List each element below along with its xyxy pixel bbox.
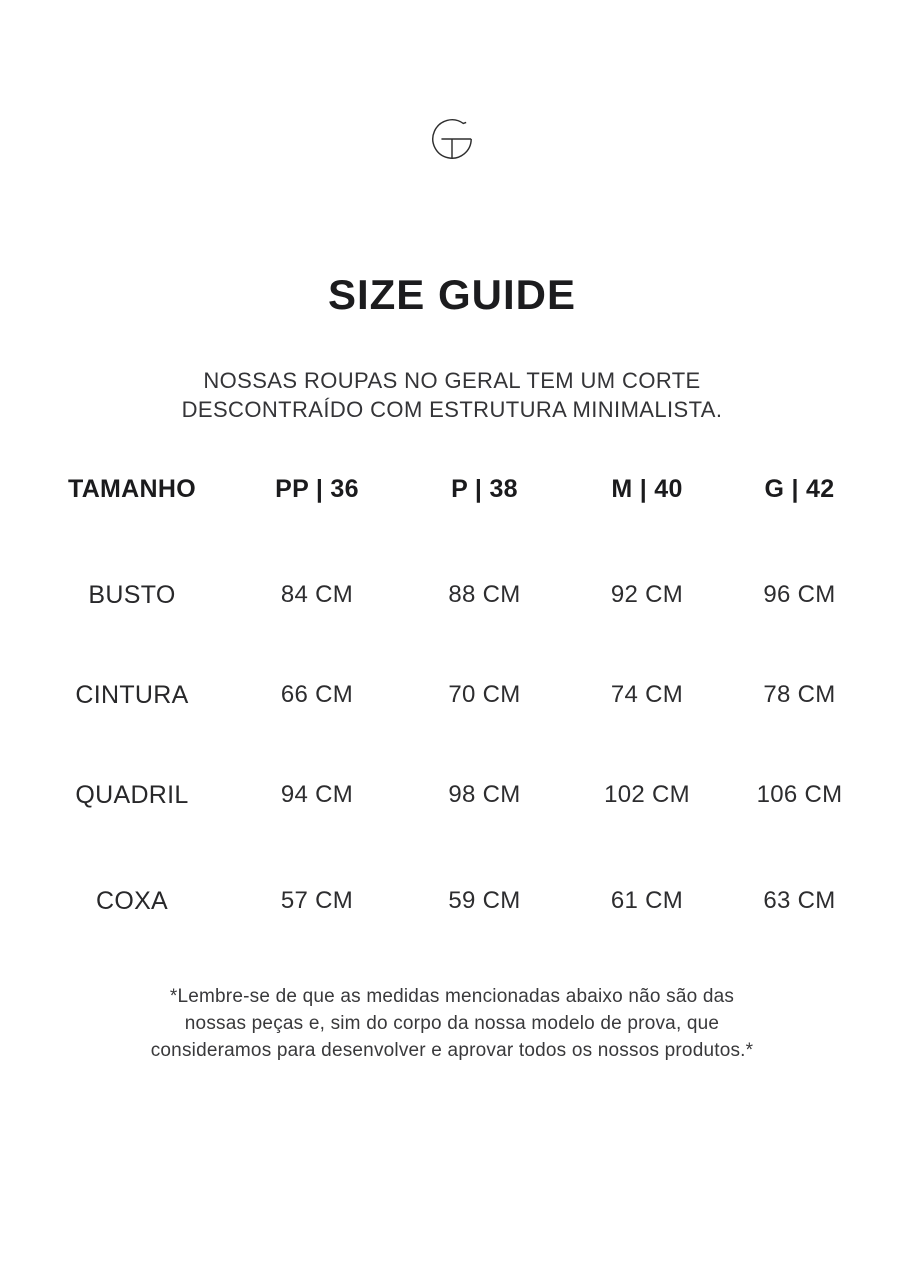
measure-value: 84 CM xyxy=(280,581,354,608)
row-label: CINTURA xyxy=(75,681,189,709)
column-header-tamanho: TAMANHO xyxy=(67,475,196,503)
disclaimer-line: *Lembre-se de que as medidas mencionadas abaixo não são das xyxy=(169,986,735,1007)
measure-value: 102 CM xyxy=(604,781,690,808)
measure-value: 74 CM xyxy=(610,681,684,708)
gt-monogram-icon xyxy=(428,115,476,163)
measure-value: 98 CM xyxy=(448,781,521,808)
measure-value: 88 CM xyxy=(448,581,521,608)
table-row-busto xyxy=(52,580,852,610)
column-header-p38: P | 38 xyxy=(451,475,518,503)
measure-value: 63 CM xyxy=(763,887,836,914)
size-table xyxy=(52,474,852,916)
row-label: QUADRIL xyxy=(75,781,189,809)
column-header-g42: G | 42 xyxy=(764,475,835,503)
brand-logo xyxy=(0,0,904,168)
row-label: COXA xyxy=(95,887,169,915)
table-row-cintura xyxy=(52,680,852,710)
measurement-disclaimer xyxy=(0,983,904,1064)
intro-line: DESCONTRAÍDO COM ESTRUTURA MINIMALISTA. xyxy=(181,397,723,422)
size-table-header-row xyxy=(52,474,852,504)
measure-value: 66 CM xyxy=(280,681,354,708)
disclaimer-line: nossas peças e, sim do corpo da nossa modelo de prova, que xyxy=(184,1013,720,1034)
measure-value: 94 CM xyxy=(280,781,354,808)
measure-value: 106 CM xyxy=(756,781,843,808)
disclaimer-line: consideramos para desenvolver e aprovar todos os nossos produtos.* xyxy=(150,1040,754,1061)
row-label: BUSTO xyxy=(88,581,176,609)
measure-value: 92 CM xyxy=(610,581,684,608)
page-title: SIZE GUIDE xyxy=(327,271,577,318)
measure-value: 70 CM xyxy=(448,681,521,708)
measure-value: 59 CM xyxy=(448,887,521,914)
measure-value: 78 CM xyxy=(763,681,836,708)
intro-text xyxy=(0,366,904,424)
column-header-m40: M | 40 xyxy=(611,475,683,503)
measure-value: 61 CM xyxy=(610,887,684,914)
measure-value: 57 CM xyxy=(280,887,354,914)
intro-line: NOSSAS ROUPAS NO GERAL TEM UM CORTE xyxy=(203,368,701,393)
measure-value: 96 CM xyxy=(763,581,836,608)
table-row-quadril xyxy=(52,780,852,810)
column-header-pp36: PP | 36 xyxy=(275,475,359,503)
table-row-coxa xyxy=(52,886,852,916)
